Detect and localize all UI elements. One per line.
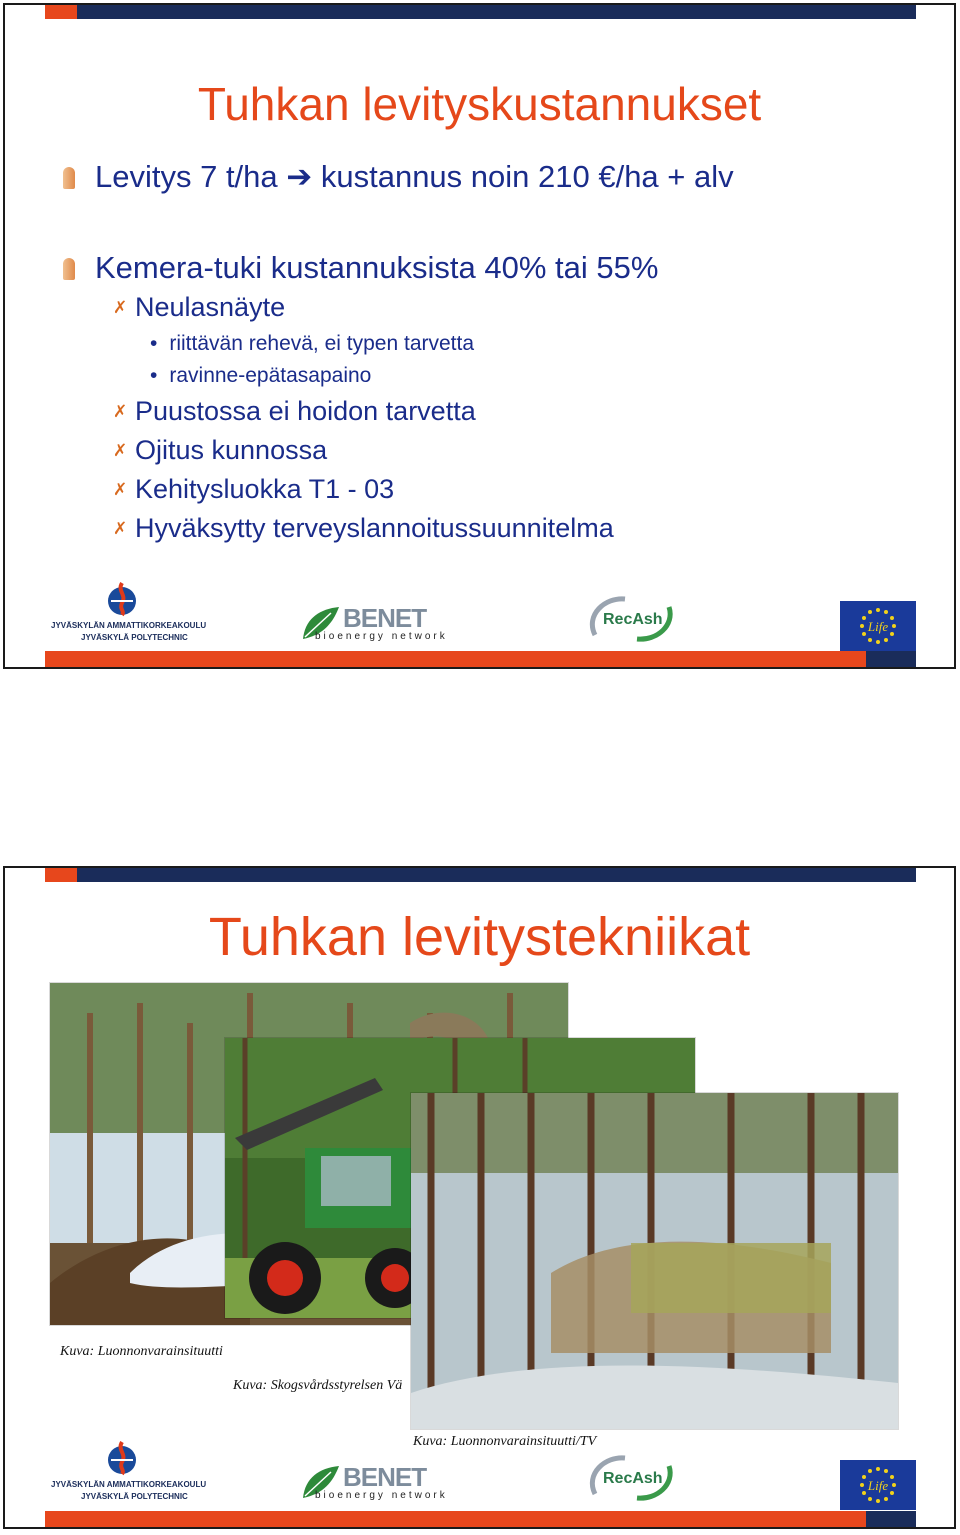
bullet-level2: ✗ Puustossa ei hoidon tarvetta xyxy=(113,396,476,426)
cross-bullet-icon: ✗ xyxy=(113,298,128,317)
bullet-level1: Kemera-tuki kustannuksista 40% tai 55% xyxy=(63,250,658,286)
eu-life-logo xyxy=(840,1460,916,1510)
top-color-band xyxy=(45,5,916,19)
bullet-level3: • ravinne-epätasapaino xyxy=(150,364,372,387)
bottom-color-band xyxy=(45,651,916,667)
cross-bullet-icon: ✗ xyxy=(113,519,128,538)
bullet-level2: ✗ Kehitysluokka T1 - 03 xyxy=(113,474,395,504)
slide-title: Tuhkan levitystekniikat xyxy=(208,907,751,967)
bullet-level2: ✗ Ojitus kunnossa xyxy=(113,435,328,465)
jamk-emblem-icon xyxy=(105,581,139,617)
logo-row xyxy=(45,1440,914,1510)
logo-row xyxy=(45,581,914,651)
eu-stars-icon xyxy=(840,1460,916,1510)
bottom-color-band xyxy=(45,1511,916,1527)
recash-logo: RecAsh xyxy=(585,1454,685,1504)
photo-caption: Kuva: Skogsvårdsstyrelsen Vä xyxy=(233,1378,403,1393)
bullet-level3: • riittävän rehevä, ei typen tarvetta xyxy=(150,332,475,355)
svg-text:Life: Life xyxy=(867,1478,889,1493)
photo-ash-spreading-dust xyxy=(411,1093,898,1429)
bullet-mark-icon xyxy=(63,167,75,189)
svg-text:Life: Life xyxy=(867,619,889,634)
slide-techniques xyxy=(3,866,956,1529)
benet-logo: BENET bioenergy network xyxy=(301,1462,431,1502)
jamk-logo: JYVÄSKYLÄN AMMATTIKORKEAKOULU JYVÄSKYLÄ POLYTECHNIC xyxy=(51,1440,201,1504)
cross-bullet-icon: ✗ xyxy=(113,402,128,421)
cross-bullet-icon: ✗ xyxy=(113,441,128,460)
top-color-band xyxy=(45,868,916,882)
eu-life-logo xyxy=(840,601,916,651)
eu-stars-icon xyxy=(840,601,916,651)
bullet-level2: ✗ Hyväksytty terveyslannoitussuunnitelma xyxy=(113,513,614,543)
jamk-logo: JYVÄSKYLÄN AMMATTIKORKEAKOULU JYVÄSKYLÄ POLYTECHNIC xyxy=(51,581,201,645)
benet-logo: BENET bioenergy network xyxy=(301,603,431,643)
bullet-level1: Levitys 7 t/ha ➔ kustannus noin 210 €/ha + alv xyxy=(63,159,734,195)
photo-caption: Kuva: Luonnonvarainsituutti xyxy=(60,1344,223,1359)
bullet-mark-icon xyxy=(63,258,75,280)
bullet-level2: ✗ Neulasnäyte xyxy=(113,292,286,322)
cross-bullet-icon: ✗ xyxy=(113,480,128,499)
jamk-emblem-icon xyxy=(105,1440,139,1476)
slide-costs xyxy=(3,3,956,669)
recash-logo: RecAsh xyxy=(585,595,685,645)
photo-caption: Kuva: Luonnonvarainsituutti/TV xyxy=(413,1434,597,1449)
slide-title: Tuhkan levityskustannukset xyxy=(197,78,762,130)
